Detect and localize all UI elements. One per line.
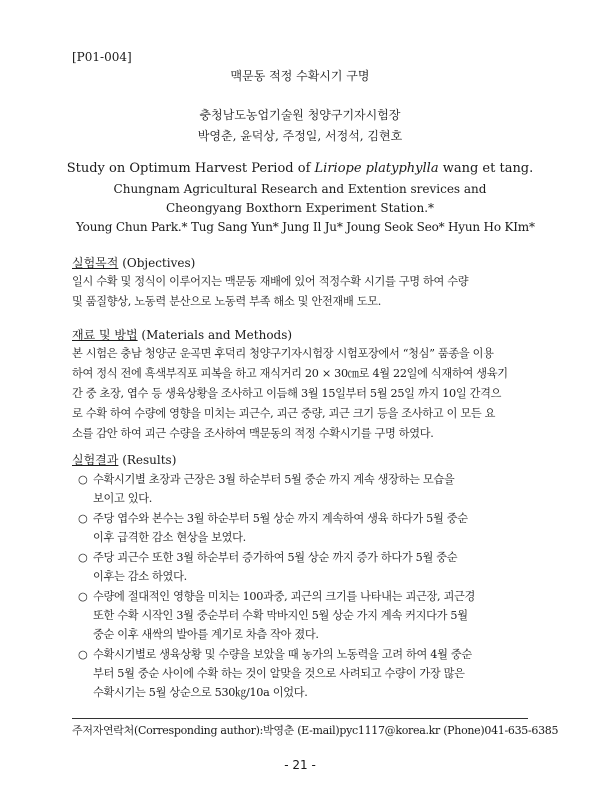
bullet-mark: ○ <box>78 512 88 525</box>
english-title <box>0 161 600 176</box>
objectives-heading-kr: 실험목적 <box>72 256 119 270</box>
bullet-mark: ○ <box>78 473 88 486</box>
results-bullet <box>78 588 475 604</box>
objectives-line: 및 품질향상, 노동력 분산으로 노동력 부족 해소 및 안전재배 도모. <box>72 295 382 308</box>
english-affiliation-line-2: Cheongyang Boxthorn Experiment Station.* <box>165 201 435 215</box>
species-name: Liriope platyphylla <box>314 161 439 176</box>
bullet-mark: ○ <box>78 648 88 661</box>
methods-line: 하여 정식 전에 흑색부직포 피복을 하고 재식거리 20 × 30㎝로 4월 22일에 식재하여 생육기 <box>72 367 508 380</box>
results-bullet <box>78 646 472 662</box>
abstract-code: [P01-004] <box>72 50 132 64</box>
english-affiliation-line-1: Chungnam Agricultural Research and Extention srevices and <box>113 182 487 196</box>
objectives-heading-en: (Objectives) <box>118 256 196 270</box>
objectives-heading <box>72 254 195 271</box>
methods-heading-kr: 재료 및 방법 <box>72 328 138 342</box>
korean-title: 맥문동 적정 수확시기 구명 <box>230 69 370 83</box>
results-bullet <box>78 510 468 526</box>
bullet-mark: ○ <box>78 590 88 603</box>
bullet-continuation: 보이고 있다. <box>93 492 153 505</box>
results-heading-en: (Results) <box>118 453 177 467</box>
objectives-line: 일시 수확 및 정식이 이루어지는 맥문동 재배에 있어 적정수확 시기를 구명 하여 수량 <box>72 275 469 288</box>
results-bullet <box>78 549 457 565</box>
bullet-mark: ○ <box>78 551 88 564</box>
methods-line: 본 시험은 충남 청양군 운곡면 후덕리 청양구기자시험장 시험포장에서 “청심” 품종을 이용 <box>72 347 494 360</box>
english-title-post: wang et tang. <box>438 161 534 176</box>
english-authors: Young Chun Park.* Tug Sang Yun* Jung Il Ju* Joung Seok Seo* Hyun Ho KIm* <box>76 220 535 234</box>
bullet-continuation: 중순 이후 새싹의 발아를 계기로 차츰 작아 졌다. <box>93 628 319 641</box>
bullet-text: 주당 엽수와 본수는 3월 하순부터 5월 상순 까지 계속하여 생육 하다가 5월 중순 <box>93 512 468 525</box>
methods-line: 소를 감안 하여 괴근 수량을 조사하여 맥문동의 적정 수확시기를 구명 하였다. <box>72 427 434 440</box>
bullet-continuation: 이후 급격한 감소 현상을 보였다. <box>93 531 246 544</box>
methods-heading <box>72 326 292 343</box>
bullet-continuation: 또한 수확 시작인 3월 중순부터 수확 막바지인 5월 상순 가지 계속 커지다가 5월 <box>93 609 468 622</box>
english-title-pre: Study on Optimum Harvest Period of <box>66 161 315 176</box>
bullet-continuation: 부터 5월 중순 사이에 수확 하는 것이 알맞을 것으로 사려되고 수량이 가장 많은 <box>93 667 465 680</box>
korean-authors: 박영춘, 윤덕상, 주정일, 서정석, 김현호 <box>197 129 403 143</box>
page-number: - 21 - <box>284 758 316 772</box>
results-heading-kr: 실험결과 <box>72 453 119 467</box>
results-heading <box>72 451 176 468</box>
results-bullet <box>78 471 454 487</box>
bullet-text: 주당 괴근수 또한 3월 하순부터 증가하여 5월 상순 까지 증가 하다가 5월 중순 <box>93 551 458 564</box>
bullet-continuation: 이후는 감소 하였다. <box>93 570 187 583</box>
bullet-continuation: 수확시기는 5월 상순으로 530㎏/10a 이었다. <box>93 686 308 699</box>
methods-line: 간 중 초장, 엽수 등 생육상황을 조사하고 이듬해 3월 15일부터 5월 25일 까지 10일 간격으 <box>72 387 502 400</box>
bullet-text: 수량에 절대적인 영향을 미치는 100과중, 괴근의 크기를 나타내는 괴근장, 괴근경 <box>93 590 475 603</box>
methods-line: 로 수확 하여 수량에 영향을 미치는 괴근수, 괴근 중량, 괴근 크기 등을 조사하고 이 모든 요 <box>72 407 496 420</box>
footnote-rule <box>72 718 528 719</box>
bullet-text: 수확시기별로 생육상황 및 수량을 보았을 때 농가의 노동력을 고려 하여 4월 중순 <box>93 648 472 661</box>
bullet-text: 수확시기별 초장과 근장은 3월 하순부터 5월 중순 까지 계속 생장하는 모습을 <box>93 473 455 486</box>
korean-affiliation: 충청남도농업기술원 청양구기자시험장 <box>199 108 401 122</box>
methods-heading-en: (Materials and Methods) <box>137 328 293 342</box>
corresponding-author-footnote: 주저자연락처(Corresponding author):박영춘 (E-mail)pyc1117@korea.kr (Phone)041-635-6385 <box>72 724 559 737</box>
